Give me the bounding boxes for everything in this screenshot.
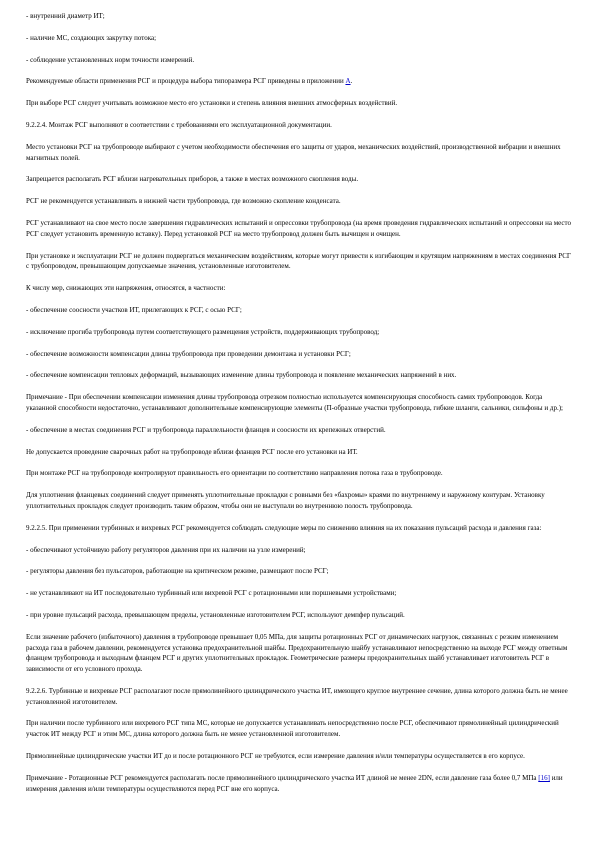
paragraph: - регуляторы давления без пульсаторов, работающие на критическом режиме, размещают после РСГ;	[26, 567, 329, 576]
paragraph-text: или измерения давления и/или температуры осуществляются перед РСГ вне его корпуса.	[26, 773, 563, 793]
paragraph: Для уплотнения фланцевых соединений следует применять уплотнительные прокладки с ровными без «бахромы» краями по внутреннему и наружному контурам. Установку уплотнительных прокладок следует производить таким образом, чтобы они не выступали во внутреннюю полость трубопровода.	[26, 491, 545, 510]
paragraph: РСГ не рекомендуется устанавливать в нижней части трубопровода, где возможно скопление конденсата.	[26, 197, 341, 206]
paragraph: При установке и эксплуатации РСГ не должен подвергаться механическим воздействиям, которые могут привести к изгибающим и крутящим напряжениям в местах соединения РСГ с трубопроводом, превышающим допускаемые значения, установленные изготовителем.	[26, 251, 571, 271]
reference-link[interactable]: [16]	[538, 773, 550, 782]
reference-link[interactable]: А	[345, 77, 351, 86]
paragraph: - исключение прогиба трубопровода путем соответствующего размещения устройств, поддерживающих трубопровод;	[26, 327, 380, 336]
paragraph: Место установки РСГ на трубопроводе выбирают с учетом необходимости обеспечения его защиты от ударов, механических воздействий, производственной вибрации и внешних магнитных полей.	[26, 142, 561, 162]
paragraph: 9.2.2.6. Турбинные и вихревые РСГ располагают после прямолинейного цилиндрического участка ИТ, имеющего круглое внутреннее сечение, длина которого должна быть не менее установленной изготовителем.	[26, 686, 568, 706]
paragraph: Запрещается располагать РСГ вблизи нагревательных приборов, а также в местах возможного скопления воды.	[26, 175, 359, 184]
paragraph: - при уровне пульсаций расхода, превышающем пределы, установленные изготовителем РСГ, используют демпфер пульсаций.	[26, 610, 405, 619]
paragraph: При монтаже РСГ на трубопроводе контролируют правильность его ориентации по соответствию направления потока газа в трубопроводе.	[26, 469, 443, 478]
paragraph: К числу мер, снижающих эти напряжения, относятся, в частности:	[26, 284, 226, 293]
paragraph: - внутренний диаметр ИТ;	[26, 12, 105, 20]
paragraph: - обеспечение в местах соединения РСГ и трубопровода параллельности фланцев и соосности их крепежных отверстий.	[26, 425, 386, 434]
paragraph: 9.2.2.4. Монтаж РСГ выполняют в соответствии с требованиями его эксплуатационной документации.	[26, 120, 332, 129]
paragraph: РСГ устанавливают на свое место после завершения гидравлических испытаний и опрессовки трубопровода (на время проведения гидравлических испытаний и опрессовки на место РСГ следует установить временную вставку). Перед установкой РСГ на место трубопровод должен быть вычищен и очищен.	[26, 218, 571, 238]
paragraph: Прямолинейные цилиндрические участки ИТ до и после ротационного РСГ не требуются, если измерение давления и/или температуры осуществляется в его корпусе.	[26, 752, 525, 761]
paragraph-text: Рекомендуемые области применения РСГ и процедура выбора типоразмера РСГ приведены в приложении	[26, 77, 346, 86]
paragraph: - обеспечение возможности компенсации длины трубопровода при проведении демонтажа и установки РСГ;	[26, 349, 351, 358]
paragraph: - обеспечение соосности участков ИТ, прилегающих к РСГ, с осью РСГ;	[26, 305, 242, 314]
paragraph: Примечание - При обеспечении компенсации изменения длины трубопровода отрезком полностью используется компенсирующая способность самих трубопроводов. Когда указанной способности недостаточно, устанавливают дополнительные компенсирующие элементы (П-образные участки трубопровода, гибкие шланги, сальники, сильфоны и др.);	[26, 393, 563, 412]
paragraph: Не допускается проведение сварочных работ на трубопроводе вблизи фланцев РСГ после его установки на ИТ.	[26, 447, 358, 456]
paragraph	[26, 76, 573, 87]
paragraph: 9.2.2.5. При применении турбинных и вихревых РСГ рекомендуется соблюдать следующие меры по снижению влияния на их показания пульсаций расхода и давления газа:	[26, 523, 542, 532]
paragraph: Если значение рабочего (избыточного) давления в трубопроводе превышает 0,05 МПа, для защиты ротационных РСГ от динамических нагрузок, связанных с резким изменением расхода газа в рабочем давлении, рекомендуется установка предохранительной шайбы. Предохранительную шайбу устанавливают непосредственно на выходе РСГ между ответным фланцем трубопровода и выходным фланцем РСГ и других уплотнительных прокладок. Геометрические размеры предохранительных шайб устанавливает изготовитель РСГ в зависимости от его условного прохода.	[26, 632, 568, 674]
paragraph-text: Примечание - Ротационные РСГ рекомендуется располагать после прямолинейного цилиндрического участка ИТ длиной не менее 2DN, если давление газа более 0,7 МПа	[26, 773, 539, 782]
paragraph-text: .	[350, 77, 353, 86]
paragraph: При наличии после турбинного или вихревого РСГ типа МС, которые не допускается устанавливать непосредственно после РСГ, обеспечивают прямолинейный цилиндрический участок ИТ между РСГ и этим МС, длина которого должна быть не менее установленной изготовителем.	[26, 719, 559, 739]
paragraph: При выборе РСГ следует учитывать возможное место его установки и степень влияния внешних атмосферных воздействий.	[26, 99, 398, 108]
paragraph	[26, 773, 573, 795]
paragraph: - обеспечивают устойчивую работу регуляторов давления при их наличии на узле измерений;	[26, 545, 306, 554]
paragraph: - обеспечение компенсации тепловых деформаций, вызывающих изменение длины трубопровода и появление механических напряжений в них.	[26, 371, 457, 380]
document-body	[26, 11, 573, 794]
paragraph: - не устанавливают на ИТ последовательно турбинный или вихревой РСГ с ротационными или поршневыми устройствами;	[26, 589, 397, 598]
paragraph: - соблюдение установленных норм точности измерений.	[26, 55, 195, 64]
paragraph: - наличие МС, создающих закрутку потока;	[26, 33, 157, 42]
